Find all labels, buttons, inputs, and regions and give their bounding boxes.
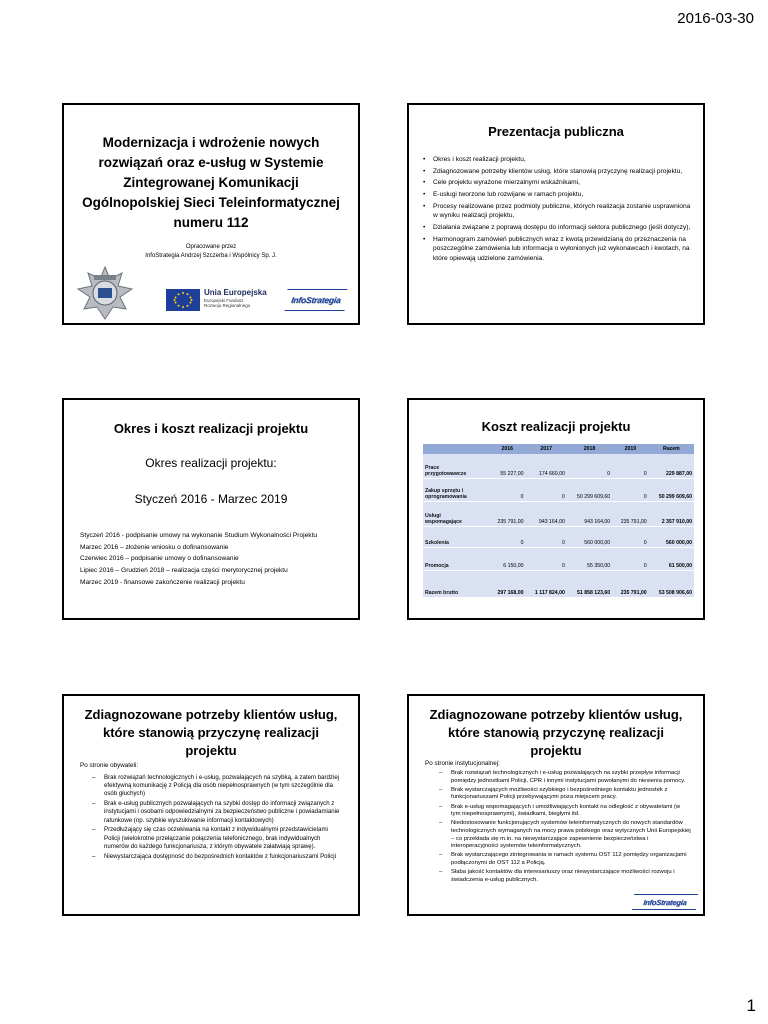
table-cell: 0 — [489, 527, 525, 548]
project-title-line: Zintegrowanej Komunikacji — [123, 175, 299, 190]
eu-logo — [166, 287, 276, 313]
slide-title-line: które stanowią przyczynę realizacji — [447, 725, 665, 740]
row-label-line: Usługi — [425, 513, 441, 519]
agenda-item: • Harmonogram zamówień publicznych wraz z kwotą przewidzianą do przeznaczenia na poszczególne zamówienia lub informacja o wyłonionych już wykonawcach i kwotach, na które opiewają udzielone zamówienia. — [423, 235, 691, 264]
table-cell-total: 2 357 910,00 — [649, 502, 694, 527]
project-title-line: Modernizacja i wdrożenie nowych — [102, 135, 320, 150]
table-row-total — [423, 571, 694, 598]
table-cell: 55 350,00 — [567, 548, 612, 571]
row-label-line: wspomagające — [425, 519, 462, 525]
table-cell-total: 61 500,00 — [649, 548, 694, 571]
column-header: 2016 — [489, 444, 525, 454]
needs-item: – Brak e-usług wspomagających i umożliwiających kontakt na odległość z obywatelami (w tym niepełnosprawnymi), świadkami, biegłymi itd. — [439, 804, 691, 819]
timeline-list — [80, 530, 350, 589]
infostrategia-logo: InfoStrategia — [632, 894, 698, 910]
eu-title: Unia Europejska — [204, 288, 267, 297]
table-cell: 0 — [612, 527, 648, 548]
slide-title-line: Zdiagnozowane potrzeby klientów usług, — [84, 707, 338, 722]
table-row — [423, 548, 694, 571]
table-cell-total: 229 887,00 — [649, 454, 694, 479]
slide-title: Prezentacja publiczna — [488, 124, 624, 139]
table-cell: 0 — [612, 479, 648, 502]
slide-project-period — [62, 398, 360, 620]
period-subtitle: Okres realizacji projektu: — [145, 456, 277, 470]
agenda-item: • Działania związane z poprawą dostępu do informacji sektora publicznego (jeśli dotyczy), — [423, 223, 691, 233]
cost-table — [423, 444, 694, 598]
needs-item: – Niedostosowanie funkcjonujących systemów teleinformatycznych do nowych standardów technologicznych wymaganych na mocy prawa polskiego oraz wytycznych Unii Europejskiej – co przekłada się m.in. na niewystarczające zapewnienie bezpieczeństwa i interoperacyjności systemów teleinformatycznych. — [439, 820, 691, 850]
timeline-item: Marzec 2016 – złożenie wniosku o dofinansowanie — [80, 543, 229, 551]
agenda-item: • Cele projektu wyrażone mierzalnymi wskaźnikami, — [423, 178, 691, 188]
eu-fund-line: Rozwoju Regionalnego — [204, 303, 251, 308]
eu-fund-line: Europejski Fundusz — [204, 298, 244, 303]
project-title-line: Ogólnopolskiej Sieci Teleinformatycznej — [82, 195, 340, 210]
slide-title-line: projektu — [185, 743, 237, 758]
table-cell: 0 — [612, 454, 648, 479]
project-title-line: numeru 112 — [173, 215, 249, 230]
table-cell: 235 791,00 — [612, 502, 648, 527]
row-label: Promocja — [423, 548, 489, 571]
slide-institutional-needs — [407, 694, 705, 916]
row-label — [423, 502, 489, 527]
agenda-item: • Zdiagnozowane potrzeby klientów usług, które stanowią przyczynę realizacji projektu, — [423, 167, 691, 177]
table-cell: 0 — [525, 527, 566, 548]
needs-list — [92, 774, 344, 862]
row-label: Razem brutto — [423, 571, 489, 598]
slide-title — [72, 706, 350, 760]
table-cell: 50 299 609,60 — [567, 479, 612, 502]
column-header: 2017 — [525, 444, 566, 454]
table-cell-total: 560 000,00 — [649, 527, 694, 548]
project-title — [74, 133, 348, 233]
slide-title — [417, 706, 695, 760]
table-cell: 943 164,00 — [567, 502, 612, 527]
table-cell: 174 660,00 — [525, 454, 566, 479]
row-label — [423, 454, 489, 479]
table-cell: 6 150,00 — [489, 548, 525, 571]
table-cell: 0 — [489, 479, 525, 502]
needs-item: – Brak e-usług publicznych pozwalających na szybki dostęp do informacji związanych z instytucjami i osobami odpowiedzialnymi za bezpieczeństwo publiczne i powiadamianie ratunkowe (np. szybkie wyszukiwanie informacji kontaktowych) — [92, 800, 344, 825]
timeline-item: Styczeń 2016 - podpisanie umowy na wykonanie Studium Wykonalności Projektu — [80, 532, 318, 539]
timeline-item: Czerwiec 2016 – podpisanie umowy o dofinansowanie — [80, 555, 239, 563]
cost-table-header — [423, 444, 694, 454]
eu-flag-icon — [166, 289, 200, 311]
table-cell: 0 — [525, 479, 566, 502]
agenda-list — [423, 155, 691, 265]
timeline-item: Lipiec 2016 – Grudzień 2018 – realizacja części merytorycznej projektu — [80, 567, 288, 575]
table-row — [423, 527, 694, 548]
slide-title: Koszt realizacji projektu — [481, 419, 631, 434]
needs-intro: Po stronie instytucjonalnej: — [425, 760, 500, 767]
table-cell: 0 — [612, 548, 648, 571]
table-cell-total: 50 299 609,60 — [649, 479, 694, 502]
needs-intro: Po stronie obywateli: — [80, 762, 139, 769]
table-cell-total: 53 508 906,60 — [649, 571, 694, 598]
slide-citizen-needs — [62, 694, 360, 916]
needs-item: – Brak wystarczającego zintegrowania w ramach systemu OST 112 pomiędzy organizacjami podłączonymi do OST 112 a Policją. — [439, 852, 691, 867]
column-header — [423, 444, 489, 454]
slide-title-line: Zdiagnozowane potrzeby klientów usług, — [429, 707, 683, 722]
project-title-line: rozwiązań oraz e-usług w Systemie — [98, 155, 324, 170]
table-cell: 0 — [525, 548, 566, 571]
needs-item: – Brak rozwiązań technologicznych i e-usług pozwalających na szybki przepływ informacji pomiędzy jednostkami Policji, CPR i innymi instytucjami powołanymi do niesienia pomocy. — [439, 770, 691, 785]
column-header: 2018 — [567, 444, 612, 454]
table-cell: 51 858 123,60 — [567, 571, 612, 598]
slide-title-line: projektu — [530, 743, 582, 758]
slide-project-cost — [407, 398, 705, 620]
table-cell: 1 117 824,00 — [525, 571, 566, 598]
police-badge-icon — [76, 265, 134, 321]
table-cell: 55 227,00 — [489, 454, 525, 479]
table-cell: 943 164,00 — [525, 502, 566, 527]
page-number: 1 — [746, 996, 756, 1015]
table-row — [423, 502, 694, 527]
table-row — [423, 479, 694, 502]
prepared-by-company: InfoStrategia Andrzej Szczerba i Wspólnicy Sp. J. — [145, 253, 277, 259]
infostrategia-logo: InfoStrategia — [284, 289, 347, 311]
row-label: Szkolenia — [423, 527, 489, 548]
agenda-item: • Okres i koszt realizacji projektu, — [423, 155, 691, 165]
table-cell: 235 791,00 — [612, 571, 648, 598]
row-label-line: przygotowawcze — [425, 471, 467, 477]
prepared-by — [74, 243, 348, 261]
row-label-line: Zakup sprzętu i — [425, 488, 464, 494]
needs-item: – Niewystarczająca dostępność do bezpośrednich kontaktów z funkcjonariuszami Policji — [92, 853, 344, 861]
eu-fund — [204, 298, 250, 308]
needs-item: – Brak rozwiązań technologicznych i e-usług, pozwalających na szybką, a zatem bardziej efektywną komunikację z Policją dla osób niepełnosprawnych (w tym szczególnie dla osób głuchych) — [92, 774, 344, 799]
prepared-by-label: Opracowane przez — [185, 244, 237, 250]
timeline-item: Marzec 2019 - finansowe zakończenie realizacji projektu — [80, 578, 245, 586]
period-range: Styczeń 2016 - Marzec 2019 — [134, 492, 288, 506]
table-cell: 0 — [567, 454, 612, 479]
table-cell: 297 168,00 — [489, 571, 525, 598]
slide-title: Okres i koszt realizacji projektu — [113, 421, 309, 436]
table-cell: 560 000,00 — [567, 527, 612, 548]
slide-public-presentation — [407, 103, 705, 325]
needs-list — [439, 770, 691, 886]
column-header: Razem — [649, 444, 694, 454]
row-label — [423, 479, 489, 502]
column-header: 2019 — [612, 444, 648, 454]
needs-item: – Brak wystarczających możliwości szybkiego i bezpośredniego kontaktu jednostek z funkcjonariuszami Policji przebywającymi poza miejscem pracy. — [439, 787, 691, 802]
needs-item: – Słaba jakość kontaktów dla interesariuszy oraz niewystarczające możliwości rozwoju i świadczenia e-usług publicznych. — [439, 869, 691, 884]
table-row — [423, 454, 694, 479]
table-cell: 235 791,00 — [489, 502, 525, 527]
slide-title-page — [62, 103, 360, 325]
needs-item: – Przedłużający się czas oczekiwania na kontakt z indywidualnymi przedstawicielami Policji (wielokrotne przełączanie połączenia telefonicznego, brak indywidualnych numerów do każdego funkcjonariusza, z którym obywatele załatwiają sprawę). — [92, 826, 344, 851]
page-date: 2016-03-30 — [677, 10, 754, 27]
slide-title-line: które stanowią przyczynę realizacji — [102, 725, 320, 740]
agenda-item: • Procesy realizowane przez podmioty publiczne, których realizacja zostanie usprawniona w wyniku realizacji projektu, — [423, 202, 691, 221]
agenda-item: • E-usługi tworzone lub rozwijane w ramach projektu, — [423, 190, 691, 200]
row-label-line: Prace — [425, 465, 440, 471]
row-label-line: oprogramowania — [425, 494, 467, 500]
